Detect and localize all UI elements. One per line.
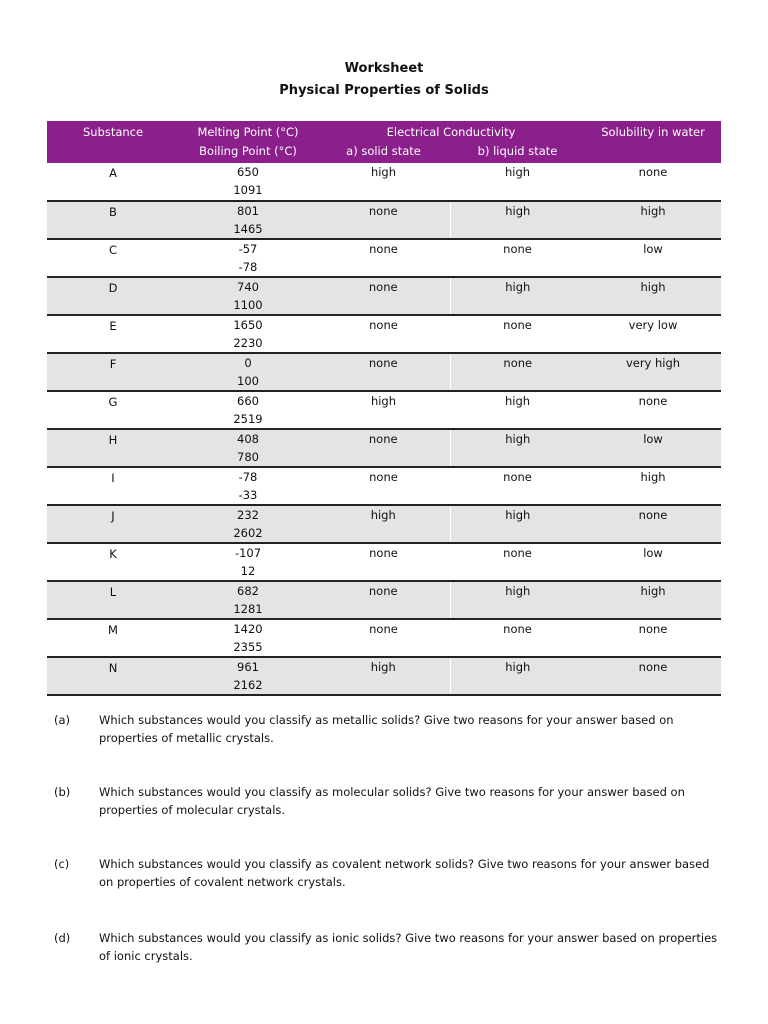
solubility-cell: none: [638, 508, 668, 522]
table-header: [47, 121, 721, 163]
boiling-point-value: 2602: [233, 526, 263, 540]
boiling-point-value: 2230: [233, 336, 263, 350]
boiling-point-value: 2519: [233, 412, 263, 426]
question-text: Which substances would you classify as molecular solids? Give two reasons for your answer based on properties of molecular crystals.: [99, 785, 685, 817]
liquid-conductivity-cell: high: [505, 508, 531, 522]
liquid-conductivity-cell: high: [505, 432, 531, 446]
temperature-cell: [179, 505, 317, 543]
table-row: [47, 429, 721, 467]
melting-point-value: 1650: [233, 318, 263, 332]
liquid-conductivity-cell: high: [505, 204, 531, 218]
table-row: [47, 505, 721, 543]
temperature-cell: [179, 467, 317, 505]
solid-conductivity-cell: none: [369, 622, 398, 636]
liquid-conductivity-cell: high: [505, 660, 531, 674]
solid-conductivity-cell: high: [370, 165, 397, 179]
boiling-point-value: 2355: [233, 640, 263, 654]
substance-cell: G: [108, 395, 118, 409]
solubility-cell: none: [638, 394, 668, 408]
temperature-cell: [179, 201, 317, 239]
melting-point-value: -78: [238, 470, 258, 484]
boiling-point-value: -78: [238, 260, 258, 274]
boiling-point-value: 1100: [233, 298, 263, 312]
substance-cell: N: [108, 661, 118, 675]
header-empty: [47, 142, 179, 163]
substance-cell: M: [108, 623, 118, 637]
solid-conductivity-cell: none: [369, 318, 398, 332]
temperature-cell: [179, 277, 317, 315]
header-electrical-conductivity: Electrical Conductivity: [386, 125, 516, 139]
boiling-point-value: 2162: [233, 678, 263, 692]
header-substance: Substance: [82, 125, 144, 139]
question-label: (c): [54, 857, 70, 871]
table-body: [47, 163, 721, 695]
question-label: (a): [54, 713, 71, 727]
worksheet-subtitle: Physical Properties of Solids: [279, 83, 489, 98]
substance-cell: F: [109, 357, 117, 371]
temperature-cell: [179, 239, 317, 277]
melting-point-value: 961: [237, 660, 259, 674]
question-label: (d): [54, 931, 71, 945]
temperature-cell: [179, 163, 317, 201]
solid-conductivity-cell: none: [369, 242, 398, 256]
solid-conductivity-cell: none: [317, 277, 450, 315]
header-solubility: Solubility in water: [601, 125, 705, 139]
solubility-cell: none: [638, 622, 668, 636]
substance-cell: K: [109, 547, 117, 561]
temperature-cell: [179, 315, 317, 353]
header-empty: [585, 142, 721, 163]
solubility-cell: high: [640, 280, 666, 294]
melting-point-value: -57: [238, 242, 258, 256]
table-row: [47, 581, 721, 619]
substance-cell: I: [111, 471, 115, 485]
solid-conductivity-cell: none: [317, 429, 450, 467]
solid-conductivity-cell: none: [317, 201, 450, 239]
melting-point-value: 232: [237, 508, 259, 522]
table-row: [47, 201, 721, 239]
temperature-cell: [179, 543, 317, 581]
substance-cell: E: [109, 319, 117, 333]
temperature-cell: [179, 353, 317, 391]
melting-point-value: 740: [237, 280, 259, 294]
melting-point-value: 801: [237, 204, 259, 218]
header-boiling-point: Boiling Point (°C): [199, 144, 297, 158]
melting-point-value: -107: [234, 546, 262, 560]
boiling-point-value: -33: [238, 488, 258, 502]
table-row: [47, 277, 721, 315]
solubility-cell: none: [638, 660, 668, 674]
table-row: [47, 467, 721, 505]
solubility-cell: none: [638, 165, 668, 179]
boiling-point-value: 100: [237, 374, 259, 388]
boiling-point-value: 780: [237, 450, 259, 464]
table-row: [47, 543, 721, 581]
substance-cell: H: [108, 433, 118, 447]
table-row: [47, 391, 721, 429]
temperature-cell: [179, 429, 317, 467]
solubility-cell: high: [640, 204, 666, 218]
table-row: [47, 239, 721, 277]
liquid-conductivity-cell: none: [503, 622, 532, 636]
substance-cell: A: [109, 166, 117, 180]
temperature-cell: [179, 657, 317, 695]
liquid-conductivity-cell: high: [504, 165, 531, 179]
substance-cell: B: [109, 205, 117, 219]
solid-conductivity-cell: none: [317, 581, 450, 619]
properties-table: [47, 121, 721, 696]
solid-conductivity-cell: high: [370, 394, 397, 408]
liquid-conductivity-cell: none: [503, 242, 532, 256]
liquid-conductivity-cell: none: [503, 318, 532, 332]
temperature-cell: [179, 619, 317, 657]
solid-conductivity-cell: high: [317, 657, 450, 695]
header-solid-state: a) solid state: [346, 144, 421, 158]
liquid-conductivity-cell: high: [505, 280, 531, 294]
liquid-conductivity-cell: none: [503, 470, 532, 484]
solubility-cell: low: [643, 432, 663, 446]
question-text: Which substances would you classify as ionic solids? Give two reasons for your answer based on properties of ionic crystals.: [99, 931, 718, 963]
temperature-cell: [179, 391, 317, 429]
question-text: Which substances would you classify as covalent network solids? Give two reasons for your answer based on properties of covalent network crystals.: [99, 857, 710, 889]
boiling-point-value: 1281: [233, 602, 263, 616]
melting-point-value: 1420: [233, 622, 263, 636]
melting-point-value: 682: [237, 584, 259, 598]
substance-cell: L: [109, 585, 117, 599]
solubility-cell: very low: [628, 318, 678, 332]
liquid-conductivity-cell: none: [503, 356, 533, 370]
header-melting-point: Melting Point (°C): [197, 125, 299, 139]
table-row: [47, 315, 721, 353]
solubility-cell: high: [640, 584, 666, 598]
solid-conductivity-cell: high: [317, 505, 450, 543]
worksheet-title-block: [0, 58, 768, 102]
solid-conductivity-cell: none: [369, 470, 398, 484]
boiling-point-value: 1465: [233, 222, 263, 236]
table-row: [47, 657, 721, 695]
liquid-conductivity-cell: high: [504, 394, 531, 408]
table-row: [47, 163, 721, 201]
melting-point-value: 408: [237, 432, 259, 446]
table-row: [47, 619, 721, 657]
solubility-cell: high: [640, 470, 666, 484]
worksheet-title: Worksheet: [344, 61, 424, 76]
question-label: (b): [54, 785, 71, 799]
melting-point-value: 660: [237, 394, 259, 408]
table-row: [47, 353, 721, 391]
solid-conductivity-cell: none: [369, 546, 398, 560]
solubility-cell: very high: [625, 356, 681, 370]
liquid-conductivity-cell: high: [505, 584, 531, 598]
question-text: Which substances would you classify as metallic solids? Give two reasons for your answer based on properties of metallic crystals.: [99, 713, 674, 745]
temperature-cell: [179, 581, 317, 619]
liquid-conductivity-cell: none: [503, 546, 532, 560]
boiling-point-value: 12: [240, 564, 256, 578]
header-liquid-state: b) liquid state: [477, 144, 558, 158]
substance-cell: C: [108, 243, 118, 257]
solid-conductivity-cell: none: [317, 353, 450, 391]
melting-point-value: 650: [237, 165, 259, 179]
solubility-cell: low: [643, 546, 663, 560]
melting-point-value: 0: [244, 356, 252, 370]
boiling-point-value: 1091: [233, 183, 263, 197]
substance-cell: D: [108, 281, 118, 295]
substance-cell: J: [111, 509, 115, 523]
solubility-cell: low: [643, 242, 663, 256]
